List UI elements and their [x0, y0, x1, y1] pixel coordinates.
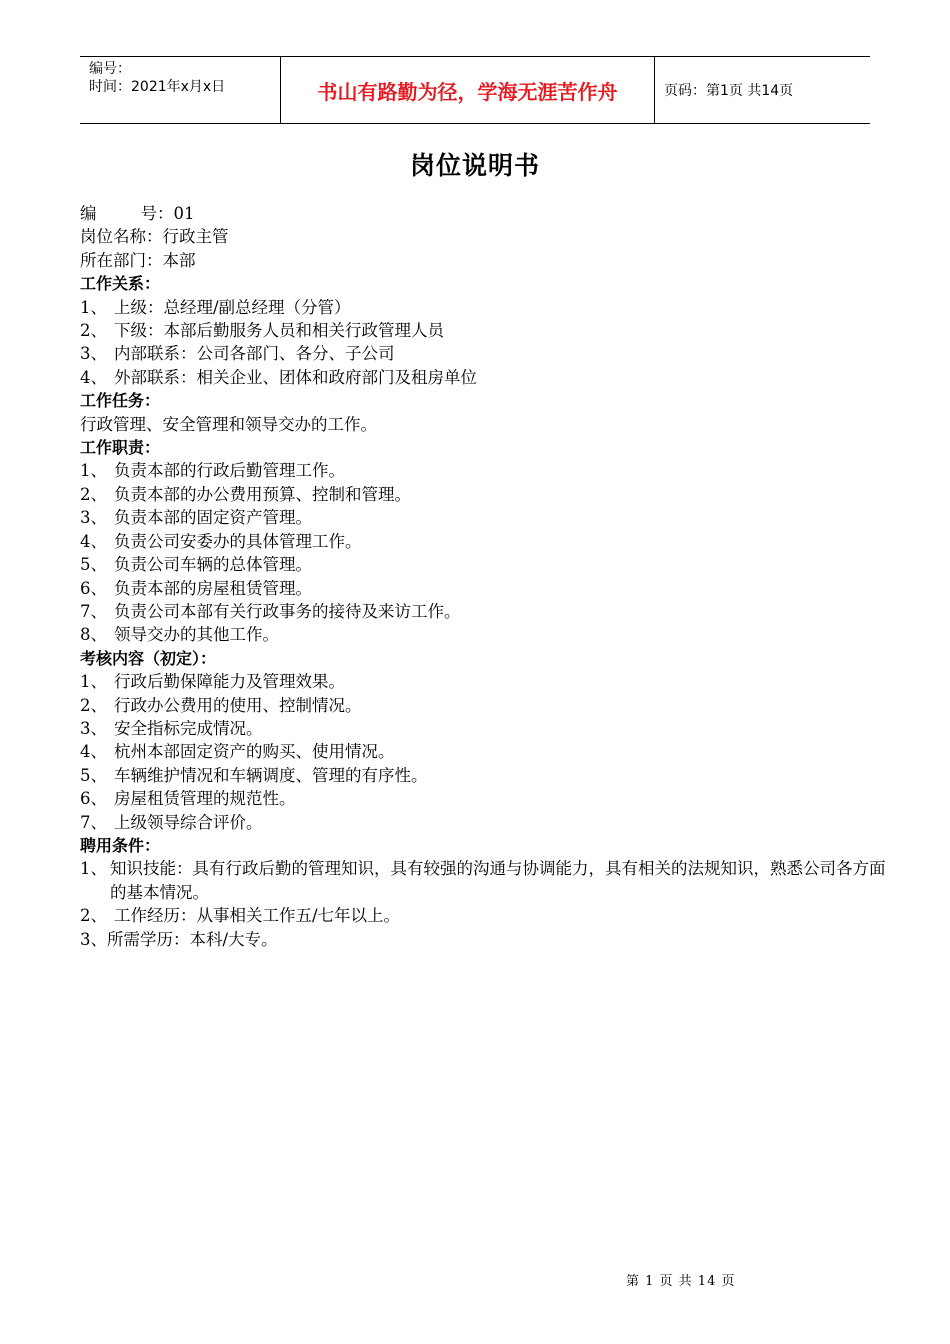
page-header [80, 56, 870, 124]
list-item [80, 530, 890, 553]
list-item [80, 670, 890, 693]
header-time-label: 时间：2021年x月x日 [89, 79, 226, 95]
list-item: 3、所需学历：本科/大专。 [80, 929, 278, 949]
item-text: 安全指标完成情况。 [114, 718, 263, 738]
item-text: 负责本部的固定资产管理。 [114, 508, 312, 528]
position-number [80, 202, 890, 225]
document-title: 岗位说明书 [409, 151, 540, 180]
item-number: 1、 [80, 859, 107, 879]
list-item [80, 811, 890, 834]
list-item [80, 623, 890, 646]
position-number-label-a: 编 [80, 204, 97, 223]
item-text: 知识技能：具有行政后勤的管理知识，具有较强的沟通与协调能力，具有相关的法规知识，熟悉公司各方面的基本情况。 [110, 859, 886, 902]
item-number: 4、 [80, 531, 107, 551]
list-item [80, 600, 890, 623]
item-text: 外部联系：相关企业、团体和政府部门及租房单位 [114, 367, 477, 387]
tasks-heading: 工作任务： [80, 391, 161, 411]
item-text: 内部联系：公司各部门、各分、子公司 [114, 344, 395, 364]
item-number: 6、 [80, 789, 107, 809]
item-number: 5、 [80, 555, 107, 575]
list-item [80, 857, 890, 904]
item-text: 工作经历：从事相关工作五/七年以上。 [114, 906, 401, 926]
list-item [80, 694, 890, 717]
item-number: 2、 [80, 906, 107, 926]
tasks-text: 行政管理、安全管理和领导交办的工作。 [80, 414, 377, 434]
header-page-info: 页码：第1页 共14页 [664, 83, 794, 99]
hiring-heading: 聘用条件： [80, 835, 161, 855]
list-item [80, 740, 890, 763]
item-text: 负责公司安委办的具体管理工作。 [114, 531, 362, 551]
item-text: 负责公司本部有关行政事务的接待及来访工作。 [114, 601, 461, 621]
header-motto: 书山有路勤为径，学海无涯苦作舟 [281, 57, 655, 123]
item-number: 2、 [80, 484, 107, 504]
header-meta [80, 57, 281, 123]
item-text: 负责本部的办公费用预算、控制和管理。 [114, 484, 411, 504]
list-item [80, 787, 890, 810]
list-item [80, 764, 890, 787]
item-number: 7、 [80, 601, 107, 621]
list-item [80, 296, 890, 319]
item-number: 4、 [80, 367, 107, 387]
department: 所在部门：本部 [80, 250, 196, 270]
item-text: 房屋租赁管理的规范性。 [114, 789, 296, 809]
document-body [80, 202, 890, 951]
list-item [80, 577, 890, 600]
item-number: 3、 [80, 344, 107, 364]
item-number: 2、 [80, 695, 107, 715]
item-number: 3、 [80, 508, 107, 528]
duties-heading: 工作职责： [80, 438, 161, 458]
item-number: 3、 [80, 718, 107, 738]
list-item [80, 366, 890, 389]
page-footer: 第 1 页 共 14 页 [626, 1274, 736, 1289]
item-text: 上级领导综合评价。 [114, 812, 263, 832]
list-item [80, 904, 890, 927]
item-number: 4、 [80, 742, 107, 762]
item-number: 2、 [80, 321, 107, 341]
item-number: 8、 [80, 625, 107, 645]
header-number-label: 编号： [89, 61, 131, 77]
list-item [80, 506, 890, 529]
item-text: 车辆维护情况和车辆调度、管理的有序性。 [114, 765, 428, 785]
item-text: 负责本部的房屋租赁管理。 [114, 578, 312, 598]
item-text: 负责公司车辆的总体管理。 [114, 555, 312, 575]
list-item [80, 459, 890, 482]
item-number: 1、 [80, 297, 107, 317]
list-item [80, 553, 890, 576]
item-text: 领导交办的其他工作。 [114, 625, 279, 645]
position-number-value: 号：01 [140, 204, 195, 223]
list-item [80, 342, 890, 365]
item-text: 下级：本部后勤服务人员和相关行政管理人员 [114, 321, 444, 341]
position-name: 岗位名称：行政主管 [80, 227, 229, 247]
item-number: 5、 [80, 765, 107, 785]
item-number: 6、 [80, 578, 107, 598]
item-text: 行政后勤保障能力及管理效果。 [114, 672, 345, 692]
list-item [80, 483, 890, 506]
relations-heading: 工作关系： [80, 274, 161, 294]
assessment-heading: 考核内容（初定）： [80, 648, 217, 668]
item-number: 1、 [80, 461, 107, 481]
item-number: 1、 [80, 672, 107, 692]
list-item [80, 717, 890, 740]
item-text: 行政办公费用的使用、控制情况。 [114, 695, 362, 715]
item-number: 7、 [80, 812, 107, 832]
list-item [80, 319, 890, 342]
item-text: 负责本部的行政后勤管理工作。 [114, 461, 345, 481]
item-text: 上级：总经理/副总经理（分管） [114, 297, 351, 317]
item-text: 杭州本部固定资产的购买、使用情况。 [114, 742, 395, 762]
